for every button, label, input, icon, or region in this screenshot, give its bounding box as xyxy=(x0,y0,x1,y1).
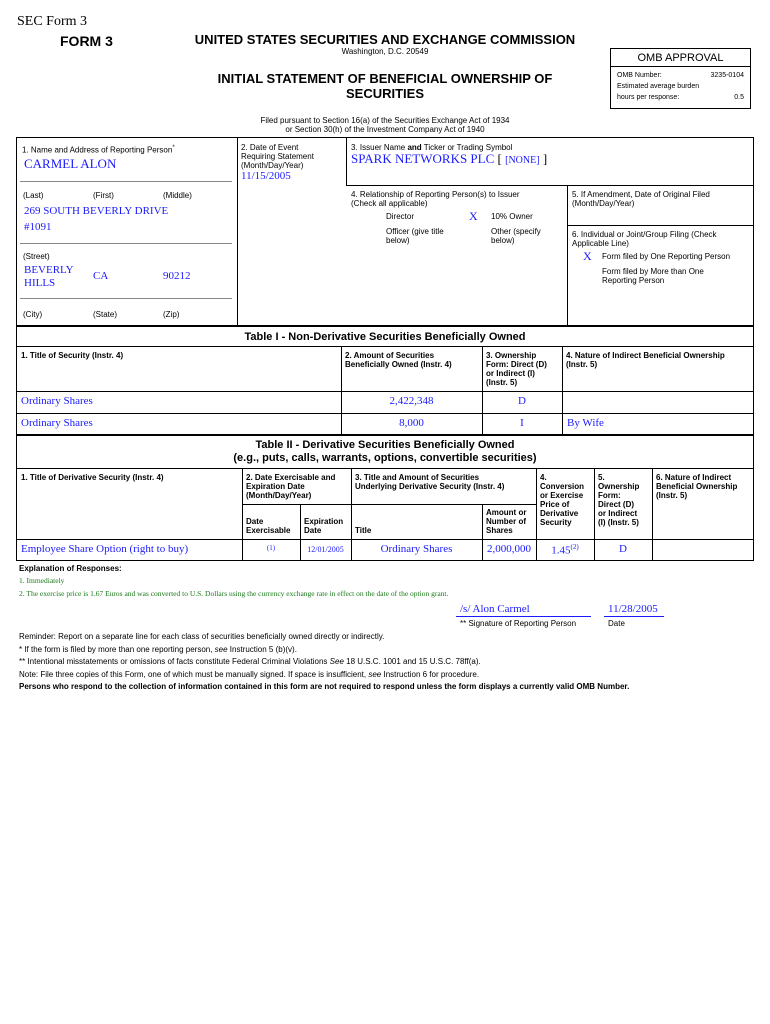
t2-row-form: D xyxy=(619,543,627,555)
t1-col-nature: 4. Nature of Indirect Beneficial Ownership (Instr. 5) xyxy=(566,351,725,369)
street-label: (Street) xyxy=(23,252,50,261)
table-row: Employee Share Option (right to buy) xyxy=(21,543,189,555)
t2-col-title: 1. Title of Derivative Security (Instr. 4) xyxy=(21,473,164,482)
omb-approval-box xyxy=(610,48,751,109)
city-label: (City) xyxy=(23,310,43,319)
event-date-label: 2. Date of Event Requiring Statement (Month/Day/Year) xyxy=(241,143,314,170)
omb-title: OMB APPROVAL xyxy=(611,49,750,67)
t2-sub-title: Title xyxy=(355,526,372,535)
issuer-label: 3. Issuer Name and Ticker or Trading Symbol xyxy=(351,143,513,152)
t2-row-date-exercisable: (1) xyxy=(266,544,276,552)
reporting-person-name: CARMEL ALON xyxy=(24,156,117,171)
table-row: Ordinary Shares xyxy=(21,395,93,407)
t2-col-price: 4. Conversion or Exercise Price of Derivative Security xyxy=(540,473,585,527)
signature-date: 11/28/2005 xyxy=(608,603,658,615)
agency-name: UNITED STATES SECURITIES AND EXCHANGE COMMISSION xyxy=(194,32,576,47)
city-value: BEVERLY HILLS xyxy=(24,264,74,289)
street-line-1: 269 SOUTH BEVERLY DRIVE xyxy=(24,205,169,217)
signature-label: ** Signature of Reporting Person xyxy=(460,619,577,628)
t2-sub-expiration: Expiration Date xyxy=(304,517,344,535)
t2-row-expiration: 12/01/2005 xyxy=(307,545,344,554)
reporting-person-label: 1. Name and Address of Reporting Person* xyxy=(22,145,175,155)
director-option: Director xyxy=(386,212,415,221)
t1-row2-nature: By Wife xyxy=(567,417,604,429)
t2-col-dates: 2. Date Exercisable and Expiration Date (Month/Day/Year) xyxy=(246,473,336,500)
zip-label: (Zip) xyxy=(163,310,180,319)
officer-option: Officer (give title below) xyxy=(386,227,444,245)
t2-sub-amount: Amount or Number of Shares xyxy=(486,508,527,535)
sec-form-label: SEC Form 3 xyxy=(17,14,88,29)
table-2-title: Table II - Derivative Securities Beneficially Owned (e.g., puts, calls, warrants, options, convertible securities) xyxy=(233,439,537,464)
t1-row2-form: I xyxy=(520,417,524,429)
state-label: (State) xyxy=(93,310,118,319)
one-person-mark: X xyxy=(583,249,592,263)
state-value: CA xyxy=(93,270,109,282)
t2-col-underlying: 3. Title and Amount of Securities Underlying Derivative Security (Instr. 4) xyxy=(355,473,505,491)
relationship-label: 4. Relationship of Reporting Person(s) to Issuer (Check all applicable) xyxy=(351,190,520,208)
explanation-item: 1. Immediately xyxy=(19,576,65,585)
t1-row1-form: D xyxy=(518,395,526,407)
multiple-persons-option: Form filed by More than One Reporting Person xyxy=(602,267,704,285)
filing-type-label: 6. Individual or Joint/Group Filing (Check Applicable Line) xyxy=(572,230,717,248)
signature-name: /s/ Alon Carmel xyxy=(460,603,530,615)
ten-percent-owner-option: 10% Owner xyxy=(491,212,533,221)
t2-col-nature: 6. Nature of Indirect Beneficial Ownership (Instr. 5) xyxy=(656,473,738,500)
form-title: INITIAL STATEMENT OF BENEFICIAL OWNERSHIP OF SECURITIES xyxy=(217,71,553,101)
explanation-item: 2. The exercise price is 1.67 Euros and was converted to U.S. Dollars using the currency exchange rate in effect on the date of the option grant. xyxy=(19,589,449,598)
last-label: (Last) xyxy=(23,191,44,200)
other-option: Other (specify below) xyxy=(491,227,541,245)
t2-row-amount: 2,000,000 xyxy=(487,543,531,555)
one-person-option: Form filed by One Reporting Person xyxy=(602,252,731,261)
street-line-2: #1091 xyxy=(24,221,52,233)
first-label: (First) xyxy=(93,191,114,200)
filed-pursuant: Filed pursuant to Section 16(a) of the Securities Exchange Act of 1934 or Section 30(h) of the Investment Company Act of 1940 xyxy=(260,116,510,134)
t2-row-price: 1.45$^{(2)}$ xyxy=(551,543,579,557)
explanation-title: Explanation of Responses: xyxy=(19,564,122,573)
table-1-title: Table I - Non-Derivative Securities Beneficially Owned xyxy=(244,331,526,343)
t2-col-form: 5. Ownership Form: Direct (D) or Indirect (I) (Instr. 5) xyxy=(598,473,640,527)
t1-col-amount: 2. Amount of Securities Beneficially Owned (Instr. 4) xyxy=(345,351,452,369)
agency-location: Washington, D.C. 20549 xyxy=(341,47,429,56)
t1-row1-amount: 2,422,348 xyxy=(389,395,434,407)
t1-col-form: 3. Ownership Form: Direct (D) or Indirect (I) (Instr. 5) xyxy=(486,351,547,387)
omb-details: OMB Number: 3235-0104 Estimated average burden hours per response: 0.5 xyxy=(617,72,744,101)
ten-percent-owner-mark: X xyxy=(469,209,478,223)
form-number: FORM 3 xyxy=(60,33,113,49)
middle-label: (Middle) xyxy=(163,191,192,200)
t1-col-title: 1. Title of Security (Instr. 4) xyxy=(21,351,124,360)
t2-row-underlying-title: Ordinary Shares xyxy=(380,543,453,555)
zip-value: 90212 xyxy=(163,270,191,282)
issuer-name: SPARK NETWORKS PLC [ [NONE] ] xyxy=(351,151,548,166)
event-date-value: 11/15/2005 xyxy=(241,170,291,182)
amendment-label: 5. If Amendment, Date of Original Filed (Month/Day/Year) xyxy=(572,190,710,208)
footer-notes: Reminder: Report on a separate line for each class of securities beneficially owned directly or indirectly. * If the form is filed by more than one reporting person, see Instruction 5 (b)(v). ** Intentional misstatements or omissions of facts constitute Federal Criminal Violations See 18 U.S.C. 1001 and 15 U.S.C. 78ff(a). Note: File three copies of this Form, one of which must be manually signed. If space is insufficient, see Instruction 6 for procedure. Persons who respond to the collection of information contained in this form are not required to respond unless the form displays a currently valid OMB Number. xyxy=(19,632,630,691)
t1-row2-amount: 8,000 xyxy=(399,417,424,429)
t2-sub-date-exercisable: Date Exercisable xyxy=(246,517,291,535)
table-row: Ordinary Shares xyxy=(21,417,93,429)
date-label: Date xyxy=(608,619,625,628)
